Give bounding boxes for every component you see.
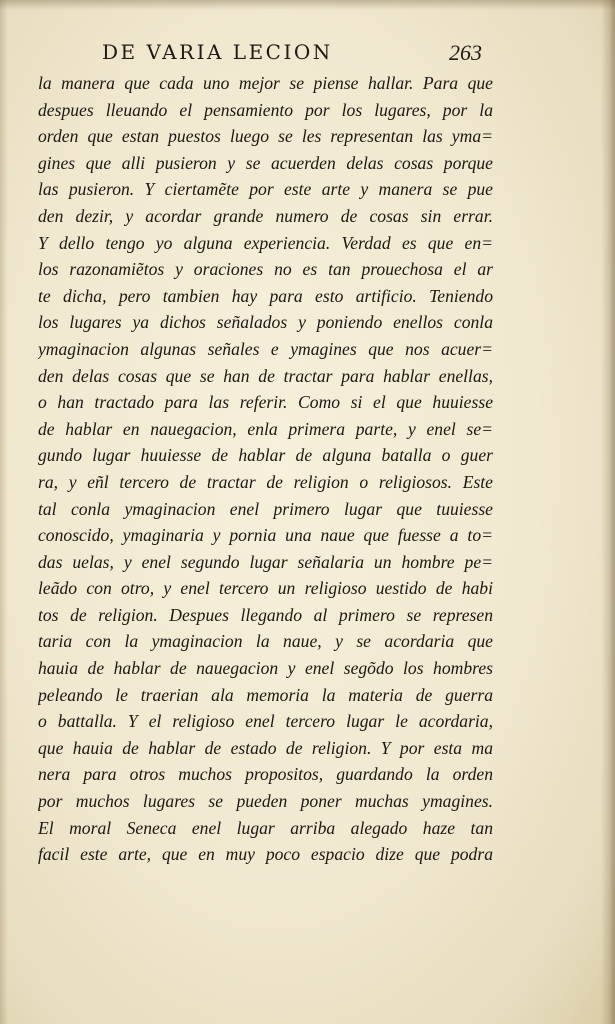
text-line: ymaginacion algunas señales e ymagines que nos acuer= [38,338,493,359]
page-edge-shadow [601,0,615,1024]
text-line: den dezir, y acordar grande numero de cosas sin errar. [38,205,493,226]
text-line: das uelas, y enel segundo lugar señalaria un hombre pe= [38,551,493,572]
page-number: 263 [449,40,482,65]
text-line: gines que alli pusieron y se acuerden delas cosas porque [38,152,493,173]
text-line: leãdo con otro, y enel tercero un religioso uestido de habi [38,578,493,599]
text-line: Y dello tengo yo alguna experiencia. Verdad es que en= [38,232,493,253]
body-text [38,70,493,868]
text-line: peleando le traerian ala memoria la materia de guerra [38,684,493,705]
text-line: nera para otros muchos propositos, guardando la orden [38,764,493,785]
text-line: facil este arte, que en muy poco espacio dize que podra [38,844,493,865]
text-line: las pusieron. Y ciertamẽte por este arte y manera se pue [38,179,493,200]
text-line: El moral Seneca enel lugar arriba alegado haze tan [38,817,493,838]
text-line: taria con la ymaginacion la naue, y se acordaria que [38,631,493,652]
running-head [102,40,482,68]
text-line: o battalla. Y el religioso enel tercero lugar le acordaria, [38,711,493,732]
text-line: despues lleuando el pensamiento por los lugares, por la [38,99,493,120]
text-line: los razonamiẽtos y oraciones no es tan prouechosa el ar [38,259,493,280]
text-line: orden que estan puestos luego se les representan las yma= [38,126,493,147]
text-line: o han tractado para las referir. Como si el que huuiesse [38,392,493,413]
text-line: tos de religion. Despues llegando al primero se represen [38,604,493,625]
text-line: den delas cosas que se han de tractar para hablar enellas, [38,365,493,386]
text-line: de hablar en nauegacion, enla primera parte, y enel se= [38,418,493,439]
text-line: por muchos lugares se pueden poner muchas ymagines. [38,791,493,812]
text-line: los lugares ya dichos señalados y poniendo enellos conla [38,312,493,333]
text-line: tal conla ymaginacion enel primero lugar que tuuiesse [38,498,493,519]
text-line: que hauia de hablar de estado de religion. Y por esta ma [38,737,493,758]
page-left-shadow [0,0,8,1024]
text-line: gundo lugar huuiesse de hablar de alguna batalla o guer [38,445,493,466]
text-line: te dicha, pero tambien hay para esto artificio. Teniendo [38,285,493,306]
page-top-shadow [0,0,615,10]
text-line: hauia de hablar de nauegacion y enel segõdo los hombres [38,658,493,679]
text-line: ra, y eñl tercero de tractar de religion o religiosos. Este [38,471,493,492]
text-line: la manera que cada uno mejor se piense hallar. Para que [38,73,493,93]
running-title: DE VARIA LECION [102,40,333,64]
text-line: conoscido, ymaginaria y pornia una naue que fuesse a to= [38,525,493,546]
